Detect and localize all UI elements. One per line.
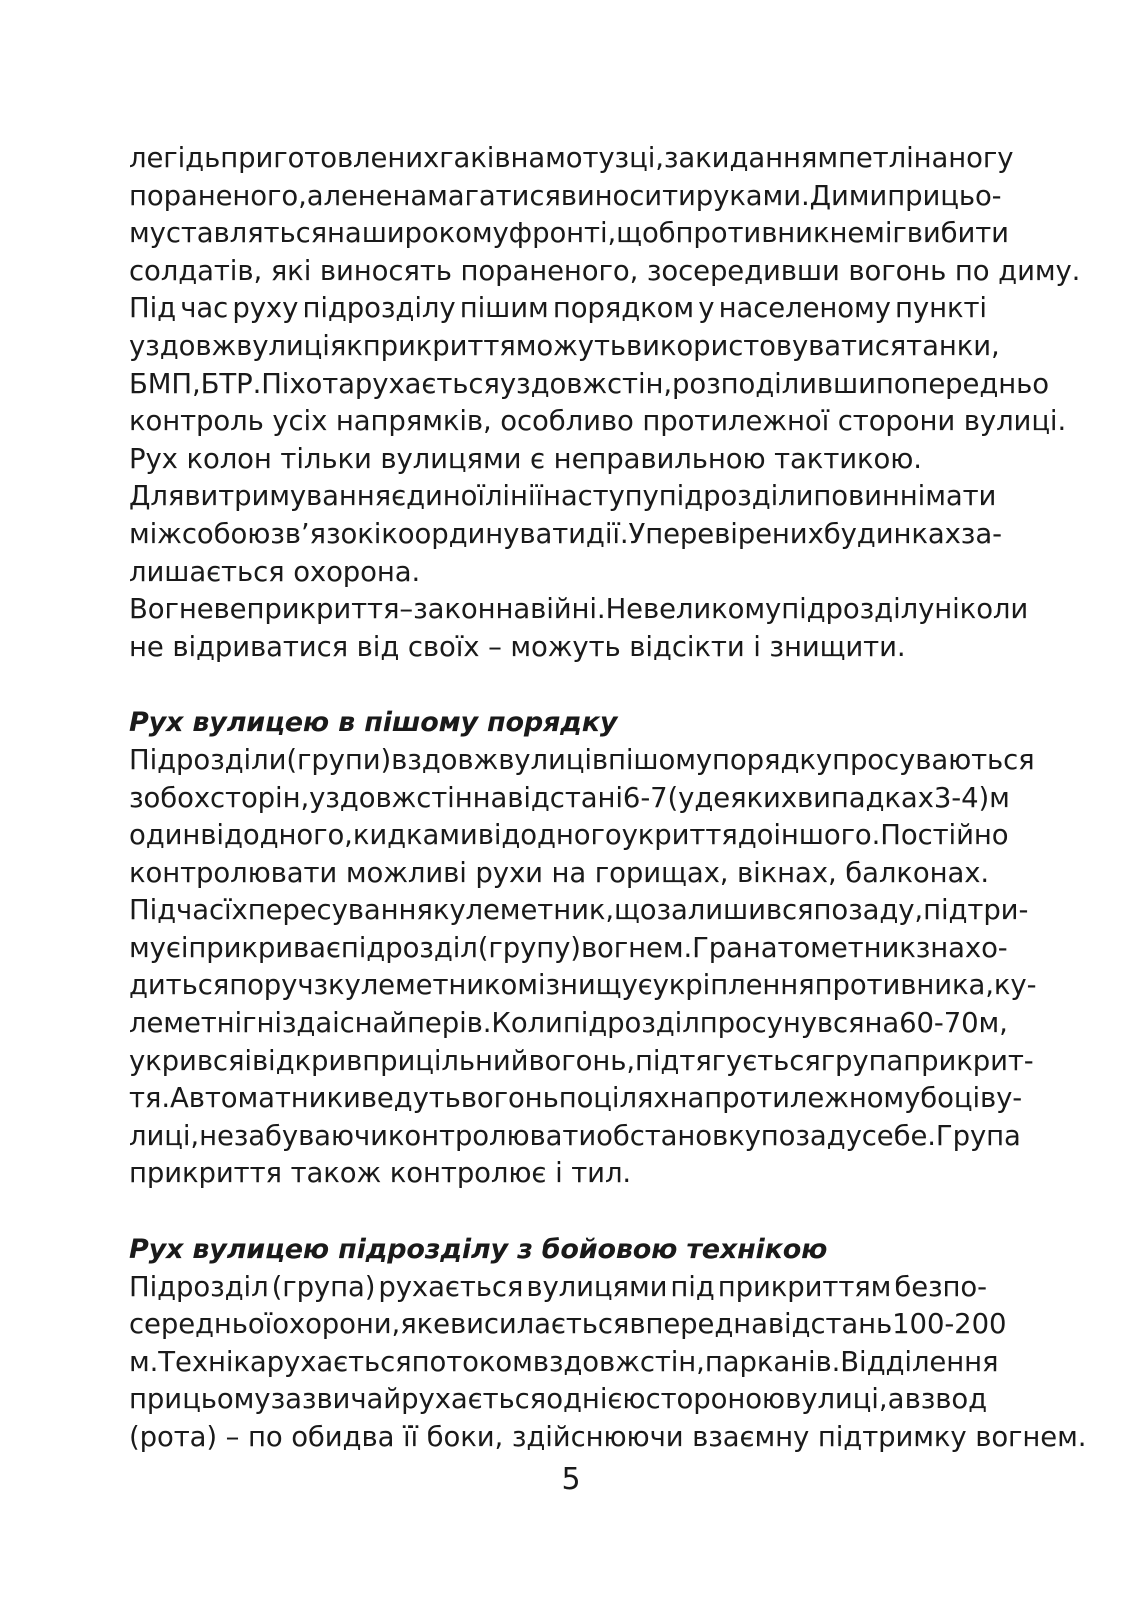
word: з <box>129 781 144 814</box>
word: цілях <box>593 1082 670 1115</box>
word: зв’язок <box>270 517 374 550</box>
word: координувати <box>381 517 586 550</box>
line-text: прикриття також контролює і тил. <box>129 1157 632 1190</box>
word: стін, <box>639 1345 705 1378</box>
word: Постійно <box>880 819 1009 852</box>
word: знахо- <box>915 931 1008 964</box>
word: одного, <box>242 819 353 852</box>
word: м, <box>978 1007 1008 1040</box>
word: відкрив <box>251 1044 363 1077</box>
word: знищує <box>545 969 653 1002</box>
word: рухається <box>354 367 500 400</box>
word: пораненого, <box>129 179 307 212</box>
word: їх <box>223 894 248 927</box>
text-line <box>129 328 1000 366</box>
word: від <box>477 819 521 852</box>
word: сторін, <box>210 781 310 814</box>
word: рухається <box>378 1270 524 1303</box>
word: у <box>698 292 715 325</box>
word: на <box>510 142 546 174</box>
text-line <box>129 1118 1021 1156</box>
word: уздовж <box>129 329 237 362</box>
word: випадках <box>797 781 934 814</box>
word: підрозділ <box>562 1007 700 1040</box>
word: Коли <box>491 1007 563 1040</box>
line-text: контролювати можливі рухи на горищах, вікнах, балконах. <box>129 856 990 889</box>
word: контролювати <box>387 1119 597 1152</box>
word: наступу <box>542 480 659 513</box>
word: пішим <box>459 292 549 325</box>
text-line <box>129 817 1009 855</box>
word: попередньо <box>875 367 1049 400</box>
word: тя. <box>129 1082 171 1115</box>
line-text: лишається охорона. <box>129 555 421 588</box>
text-line <box>129 215 1009 253</box>
word: вздовж <box>391 743 499 776</box>
word: (групи) <box>286 743 392 776</box>
word: по <box>558 1082 594 1115</box>
word: між <box>129 517 182 550</box>
word: БТР. <box>200 367 262 400</box>
word: прикриває <box>188 931 341 964</box>
word: порядком <box>552 292 695 325</box>
text-line <box>129 178 1002 216</box>
text-line <box>129 140 1014 178</box>
word: обстановку <box>596 1119 761 1152</box>
word: – <box>399 593 414 626</box>
section-heading-foot-movement: Рух вулицею в пішому порядку <box>129 707 618 739</box>
word: мати <box>925 480 997 513</box>
word: Невеликому <box>605 593 782 626</box>
paragraph-6 <box>129 742 1035 892</box>
paragraph-3 <box>129 441 987 479</box>
word: і <box>332 1007 340 1040</box>
word: під <box>670 1270 715 1303</box>
section-spacer <box>129 666 987 704</box>
text-line <box>129 780 1010 818</box>
word: середньої <box>129 1308 273 1341</box>
text-line <box>129 1381 987 1419</box>
word: (групу) <box>477 931 581 964</box>
word: танки, <box>906 329 1000 362</box>
paragraph-4 <box>129 478 1002 591</box>
text-line <box>129 1306 1007 1344</box>
word: при <box>129 1383 183 1416</box>
word: широкому <box>361 217 509 250</box>
word: прикриття <box>362 329 516 362</box>
text-line <box>129 892 1029 930</box>
word: парканів. <box>704 1345 841 1378</box>
word: ву- <box>980 1082 1023 1115</box>
word: ніколи <box>934 593 1029 626</box>
word: 3-4) <box>933 781 990 814</box>
word: вперед <box>629 1308 734 1341</box>
text-column <box>129 140 1087 1457</box>
word: Для <box>129 480 185 513</box>
word: безпо- <box>894 1270 987 1303</box>
word: Група <box>935 1119 1021 1152</box>
word: на <box>913 142 949 174</box>
text-line <box>129 554 987 592</box>
text-line <box>129 591 1029 629</box>
word: група <box>820 1044 904 1077</box>
word: ку- <box>993 969 1037 1002</box>
word: єдиної <box>391 480 485 513</box>
word: (група) <box>271 1270 376 1303</box>
word: і <box>537 969 546 1002</box>
word: прикриття <box>246 593 400 626</box>
word: прицільний <box>362 1044 529 1077</box>
word: Гранатометник <box>692 931 916 964</box>
word: населеному <box>718 292 891 325</box>
word: просунувся <box>699 1007 865 1040</box>
word: му <box>129 217 166 250</box>
word: деяких <box>694 781 797 814</box>
word: при <box>887 179 941 212</box>
text-line <box>129 366 1049 404</box>
word: прикриттям <box>717 1270 892 1303</box>
word: рухається <box>266 1345 412 1378</box>
word: просуваються <box>832 743 1035 776</box>
word: підтри- <box>923 894 1029 927</box>
word: позаду <box>760 1119 862 1152</box>
word: легідь <box>129 142 221 174</box>
word: розподіливши <box>672 367 876 400</box>
word: руху <box>232 292 299 325</box>
word: можуть <box>515 329 626 362</box>
word: намагатися <box>392 179 561 212</box>
word: зазвичай <box>270 1383 401 1416</box>
text-line <box>129 1344 999 1382</box>
word: Відділення <box>840 1345 999 1378</box>
word: укрився <box>129 1044 245 1077</box>
word: однією <box>546 1383 646 1416</box>
text-line <box>129 855 990 893</box>
word: до <box>737 819 774 852</box>
word: від <box>200 819 243 852</box>
line-text: не відриватися від своїх – можуть відсікти і знищити. <box>129 630 906 663</box>
word: собою <box>181 517 271 550</box>
page-number: 5 <box>561 1462 581 1497</box>
section-spacer <box>129 1193 987 1231</box>
word: на <box>669 1082 705 1115</box>
word: гаків <box>439 142 511 174</box>
word: час <box>176 894 224 927</box>
word: один <box>129 819 201 852</box>
word: в <box>591 743 609 776</box>
word: вулиці <box>236 329 330 362</box>
word: відстані <box>507 781 623 814</box>
word: петлі <box>837 142 914 174</box>
word: мотузці, <box>545 142 664 174</box>
word: гнізда <box>242 1007 333 1040</box>
word: виносити <box>560 179 696 212</box>
word: кулеметник, <box>432 894 614 927</box>
word: на <box>327 217 362 250</box>
word: але <box>306 179 358 212</box>
word: 6-7 <box>622 781 668 814</box>
word: мує <box>129 931 181 964</box>
word: Підрозділ <box>129 1270 269 1303</box>
word: щоб <box>616 217 676 250</box>
word: м. <box>129 1345 159 1378</box>
word: перевірених <box>645 517 824 550</box>
word: боці <box>920 1082 981 1115</box>
word: позаду, <box>813 894 924 927</box>
word: одного <box>520 819 622 852</box>
word: підрозділу <box>781 593 935 626</box>
word: цьо- <box>940 179 1002 212</box>
word: рухається <box>401 1383 547 1416</box>
word: закиданням <box>663 142 838 174</box>
word: Піхота <box>261 367 355 400</box>
word: відстань <box>767 1308 893 1341</box>
word: руками. <box>695 179 810 212</box>
word: стін <box>416 781 473 814</box>
text-line <box>129 967 1037 1005</box>
text-line <box>129 403 1067 441</box>
word: кулеметником <box>328 969 538 1002</box>
text-line <box>129 1043 1034 1081</box>
text-line <box>129 629 987 667</box>
word: яке <box>400 1308 450 1341</box>
word: леметні <box>129 1007 243 1040</box>
word: фронті, <box>508 217 617 250</box>
word: кидками <box>352 819 478 852</box>
word: противник <box>675 217 830 250</box>
word: БМП, <box>129 367 201 400</box>
word: 60-70 <box>899 1007 979 1040</box>
paragraph-1 <box>129 140 1081 290</box>
word: забуваючи <box>233 1119 388 1152</box>
word: вулиці <box>498 743 592 776</box>
text-line <box>129 1155 987 1193</box>
word: У <box>628 517 646 550</box>
word: не <box>199 1119 234 1152</box>
text-line <box>129 516 1002 554</box>
word: іншого. <box>773 819 881 852</box>
word: вулиці, <box>785 1383 888 1416</box>
paragraph-7 <box>129 892 1037 1193</box>
text-line <box>129 930 1008 968</box>
word: дії. <box>585 517 629 550</box>
word: порядку <box>712 743 833 776</box>
word: Під <box>129 292 177 325</box>
word: Вогневе <box>129 593 247 626</box>
word: м <box>989 781 1010 814</box>
word: підрозділи <box>658 480 814 513</box>
word: уздовж <box>499 367 607 400</box>
text-line <box>129 742 1035 780</box>
word: на <box>495 593 531 626</box>
word: укріплення <box>652 969 815 1002</box>
text-line <box>129 1080 1023 1118</box>
word: підтягується <box>634 1044 821 1077</box>
paragraph-2 <box>129 290 1067 440</box>
text-line <box>129 478 997 516</box>
word: лінії <box>484 480 543 513</box>
word: за- <box>960 517 1002 550</box>
word: витримування <box>184 480 392 513</box>
word: з <box>313 969 329 1002</box>
word: охорони, <box>272 1308 401 1341</box>
word: не <box>829 217 865 250</box>
word: і <box>244 1044 252 1077</box>
line-text: Рух колон тільки вулицями є неправильною тактикою. <box>129 442 922 475</box>
word: ставляться <box>165 217 328 250</box>
word: на <box>733 1308 768 1341</box>
line-text: контроль усіх напрямків, особливо протилежної сторони вулиці. <box>129 405 1067 438</box>
word: цьому <box>182 1383 271 1416</box>
word: на <box>864 1007 900 1040</box>
paragraph-8 <box>129 1269 1087 1457</box>
word: себе. <box>861 1119 936 1152</box>
word: диться <box>129 969 230 1002</box>
word: підрозділ <box>340 931 478 964</box>
word: обох <box>143 781 211 814</box>
word: поруч <box>229 969 314 1002</box>
word: Під <box>129 894 177 927</box>
word: пункті <box>895 292 987 325</box>
word: стороною <box>645 1383 785 1416</box>
word: стін, <box>607 367 673 400</box>
word: використовуватися <box>625 329 907 362</box>
word: ведуть <box>360 1082 461 1115</box>
word: укриття <box>621 819 738 852</box>
word: вздовж <box>532 1345 640 1378</box>
word: 100-200 <box>892 1308 1007 1341</box>
word: Технiка <box>158 1345 267 1378</box>
word: лиці, <box>129 1119 200 1152</box>
word: (у <box>667 781 695 814</box>
word: пересування <box>247 894 433 927</box>
word: залишився <box>656 894 814 927</box>
word: Автоматники <box>170 1082 361 1115</box>
word: прикрит- <box>903 1044 1034 1077</box>
text-line <box>129 1269 987 1307</box>
word: снайперів. <box>339 1007 492 1040</box>
word: вогнем. <box>580 931 693 964</box>
word: противника, <box>814 969 994 1002</box>
word: протилежному <box>704 1082 921 1115</box>
word: вибити <box>906 217 1009 250</box>
word: Підрозділи <box>129 743 287 776</box>
word: уздовж <box>309 781 417 814</box>
section-heading-vehicle-movement: Рух вулицею підрозділу з бойовою технікою <box>129 1234 828 1266</box>
word: висилається <box>449 1308 630 1341</box>
word: і <box>373 517 382 550</box>
word: пішому <box>608 743 713 776</box>
word: будинках <box>823 517 961 550</box>
word: міг <box>864 217 907 250</box>
word: що <box>614 894 657 927</box>
word: вогонь, <box>528 1044 635 1077</box>
text-line <box>129 1419 1087 1457</box>
text-line <box>129 1005 1008 1043</box>
line-text: (рота) – по обидва її боки, здійснюючи взаємну підтримку вогнем. <box>129 1421 1087 1453</box>
word: не <box>357 179 393 212</box>
word: час <box>180 292 229 325</box>
word: а <box>887 1383 905 1416</box>
word: підрозділу <box>302 292 456 325</box>
word: закон <box>413 593 496 626</box>
text-line <box>129 290 987 328</box>
paragraph-5 <box>129 591 1029 666</box>
word: повинні <box>813 480 926 513</box>
word: Дими <box>809 179 888 212</box>
line-text: солдатів, які виносять пораненого, зосередивши вогонь по диму. <box>129 254 1081 287</box>
text-line <box>129 441 987 479</box>
word: потоком <box>411 1345 533 1378</box>
word: вогонь <box>460 1082 559 1115</box>
word: як <box>329 329 363 362</box>
word: вулицями <box>526 1270 668 1303</box>
text-line <box>129 253 1081 291</box>
word: ногу <box>948 142 1014 174</box>
word: приготовлених <box>220 142 440 174</box>
word: і <box>180 931 189 964</box>
word: взвод <box>904 1383 987 1416</box>
word: війні. <box>530 593 606 626</box>
word: на <box>472 781 508 814</box>
